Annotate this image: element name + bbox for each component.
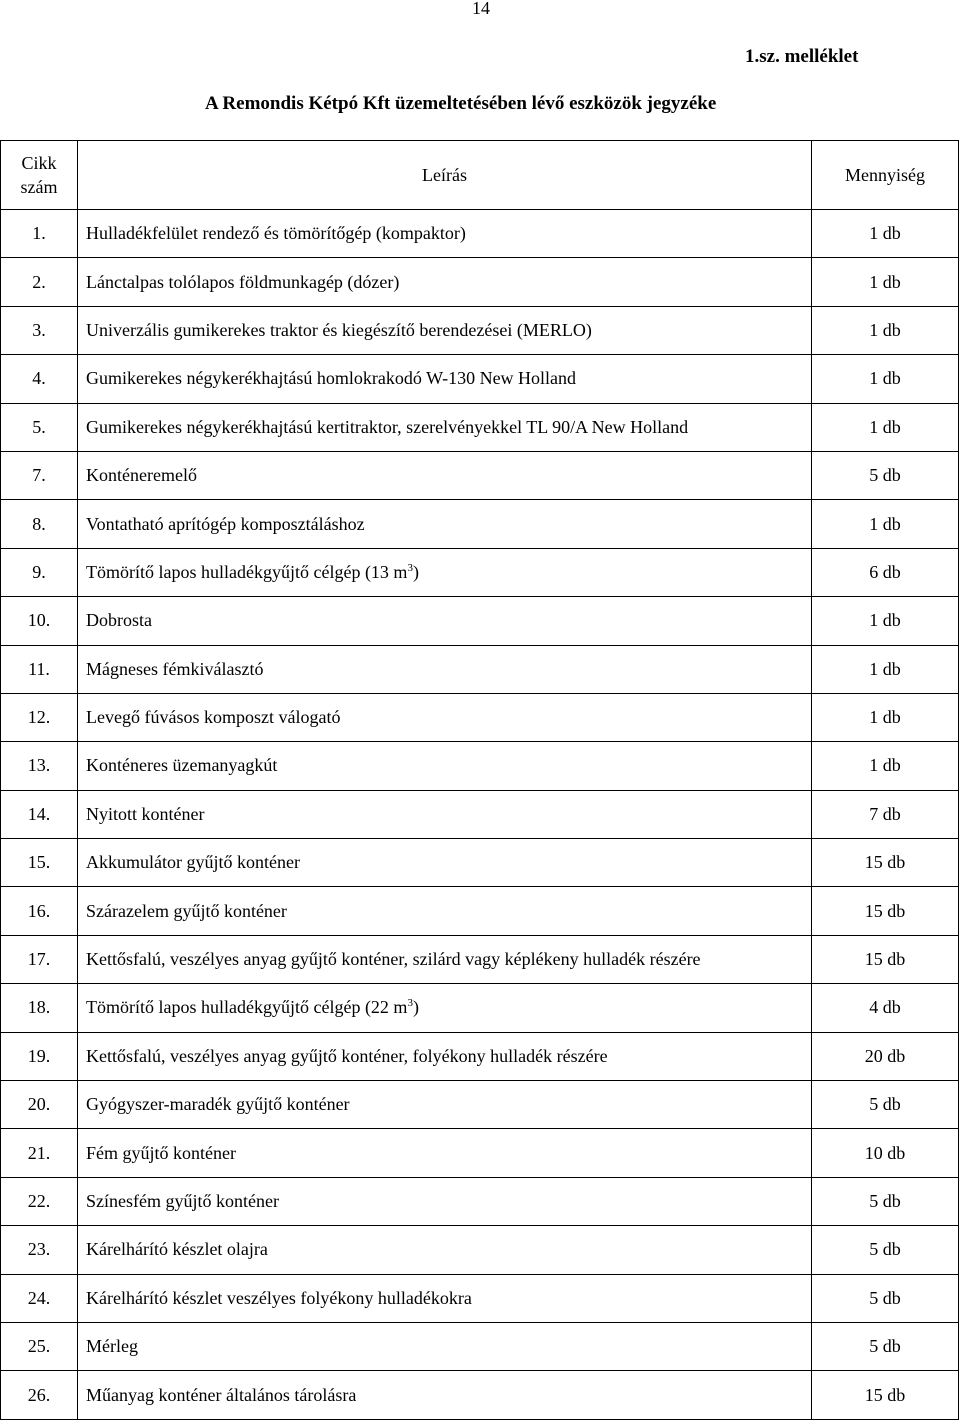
annex-label: 1.sz. melléklet	[745, 46, 859, 67]
item-number-cell: 21.	[1, 1129, 78, 1177]
table-row	[1, 984, 959, 1032]
description-cell	[78, 790, 812, 838]
header-description: Leírás	[78, 141, 812, 210]
description-cell	[78, 210, 812, 258]
quantity-cell: 1 db	[812, 645, 959, 693]
table-row	[1, 1129, 959, 1177]
table-row	[1, 1226, 959, 1274]
quantity-cell: 1 db	[812, 210, 959, 258]
item-number-cell: 14.	[1, 790, 78, 838]
description-text: Konténeres üzemanyagkút	[86, 755, 278, 776]
description-text: Kettősfalú, veszélyes anyag gyűjtő konténer, szilárd vagy képlékeny hulladék részére	[86, 949, 701, 970]
quantity-cell: 5 db	[812, 1274, 959, 1322]
quantity-cell: 5 db	[812, 1322, 959, 1370]
quantity-cell: 6 db	[812, 548, 959, 596]
table-row	[1, 548, 959, 596]
quantity-cell: 1 db	[812, 500, 959, 548]
page-number: 14	[472, 0, 490, 18]
description-cell	[78, 645, 812, 693]
description-cell	[78, 403, 812, 451]
description-cell	[78, 742, 812, 790]
description-text: Tömörítő lapos hulladékgyűjtő célgép (13 m	[86, 561, 408, 582]
item-number-cell: 5.	[1, 403, 78, 451]
item-number-cell: 19.	[1, 1032, 78, 1080]
unit-exponent: 3	[407, 561, 413, 574]
item-number-cell: 1.	[1, 210, 78, 258]
description-cell	[78, 1032, 812, 1080]
table-row	[1, 451, 959, 499]
description-cell	[78, 1371, 812, 1419]
item-number-cell: 23.	[1, 1226, 78, 1274]
item-number-cell: 18.	[1, 984, 78, 1032]
table-row	[1, 935, 959, 983]
quantity-cell: 1 db	[812, 693, 959, 741]
description-text: Gyógyszer-maradék gyűjtő konténer	[86, 1094, 350, 1115]
description-text: Kettősfalú, veszélyes anyag gyűjtő konténer, folyékony hulladék részére	[86, 1045, 608, 1066]
description-cell	[78, 258, 812, 306]
quantity-cell: 1 db	[812, 597, 959, 645]
table-row	[1, 597, 959, 645]
item-number-cell: 13.	[1, 742, 78, 790]
description-cell	[78, 355, 812, 403]
description-text: Gumikerekes négykerékhajtású kertitraktor, szerelvényekkel TL 90/A New Holland	[86, 416, 689, 437]
table-row	[1, 887, 959, 935]
description-cell	[78, 984, 812, 1032]
item-number-cell: 11.	[1, 645, 78, 693]
unit-exponent: 3	[407, 997, 413, 1010]
description-text: Gumikerekes négykerékhajtású homlokrakodó W-130 New Holland	[86, 368, 577, 389]
table-header-row	[1, 141, 959, 210]
description-cell	[78, 935, 812, 983]
description-text: Nyitott konténer	[86, 803, 205, 824]
table-row	[1, 693, 959, 741]
description-cell	[78, 306, 812, 354]
table-row	[1, 1081, 959, 1129]
quantity-cell: 20 db	[812, 1032, 959, 1080]
header-item-number-line1: Cikk	[21, 153, 57, 173]
quantity-cell: 15 db	[812, 839, 959, 887]
description-text: Fém gyűjtő konténer	[86, 1142, 236, 1163]
description-text: Levegő fúvásos komposzt válogató	[86, 707, 341, 728]
description-cell	[78, 451, 812, 499]
item-number-cell: 26.	[1, 1371, 78, 1419]
table-row	[1, 839, 959, 887]
item-number-cell: 2.	[1, 258, 78, 306]
table-row	[1, 1032, 959, 1080]
quantity-cell: 1 db	[812, 258, 959, 306]
header-quantity: Mennyiség	[812, 141, 959, 210]
description-cell	[78, 887, 812, 935]
item-number-cell: 9.	[1, 548, 78, 596]
table-row	[1, 403, 959, 451]
description-cell	[78, 693, 812, 741]
item-number-cell: 15.	[1, 839, 78, 887]
quantity-cell: 15 db	[812, 887, 959, 935]
item-number-cell: 25.	[1, 1322, 78, 1370]
description-text: Tömörítő lapos hulladékgyűjtő célgép (22 m	[86, 997, 408, 1018]
table-row	[1, 1322, 959, 1370]
description-text: Konténeremelő	[86, 465, 197, 486]
description-text: Mérleg	[86, 1336, 138, 1357]
description-text: Dobrosta	[86, 610, 152, 631]
description-text-suffix: )	[412, 561, 419, 582]
table-row	[1, 355, 959, 403]
description-text: Szárazelem gyűjtő konténer	[86, 900, 287, 921]
header-item-number	[1, 141, 78, 210]
description-text: Hulladékfelület rendező és tömörítőgép (kompaktor)	[86, 223, 466, 244]
item-number-cell: 8.	[1, 500, 78, 548]
quantity-cell: 4 db	[812, 984, 959, 1032]
item-number-cell: 10.	[1, 597, 78, 645]
description-text: Műanyag konténer általános tárolásra	[86, 1384, 357, 1405]
table-row	[1, 790, 959, 838]
item-number-cell: 17.	[1, 935, 78, 983]
item-number-cell: 20.	[1, 1081, 78, 1129]
description-cell	[78, 839, 812, 887]
item-number-cell: 7.	[1, 451, 78, 499]
table-row	[1, 306, 959, 354]
description-text-suffix: )	[412, 997, 419, 1018]
item-number-cell: 12.	[1, 693, 78, 741]
item-number-cell: 3.	[1, 306, 78, 354]
description-text: Akkumulátor gyűjtő konténer	[86, 852, 300, 873]
description-cell	[78, 500, 812, 548]
table-row	[1, 1274, 959, 1322]
description-text: Kárelhárító készlet veszélyes folyékony hulladékokra	[86, 1287, 472, 1308]
description-text: Univerzális gumikerekes traktor és kiegészítő berendezései (MERLO)	[86, 319, 592, 340]
document-title: A Remondis Kétpó Kft üzemeltetésében lévő eszközök jegyzéke	[205, 93, 717, 114]
table-row	[1, 1371, 959, 1419]
description-text: Lánctalpas tolólapos földmunkagép (dózer)	[86, 271, 400, 292]
description-cell	[78, 1226, 812, 1274]
quantity-cell: 1 db	[812, 403, 959, 451]
description-cell	[78, 1274, 812, 1322]
description-cell	[78, 1177, 812, 1225]
table-row	[1, 1177, 959, 1225]
description-cell	[78, 1081, 812, 1129]
header-item-number-line2: szám	[20, 177, 58, 197]
quantity-cell: 15 db	[812, 1371, 959, 1419]
description-text: Mágneses fémkiválasztó	[86, 658, 264, 679]
quantity-cell: 15 db	[812, 935, 959, 983]
table-row	[1, 210, 959, 258]
quantity-cell: 1 db	[812, 355, 959, 403]
quantity-cell: 7 db	[812, 790, 959, 838]
description-cell	[78, 1322, 812, 1370]
description-text: Vontatható aprítógép komposztáláshoz	[86, 513, 365, 534]
table-row	[1, 258, 959, 306]
quantity-cell: 5 db	[812, 1226, 959, 1274]
quantity-cell: 1 db	[812, 306, 959, 354]
quantity-cell: 1 db	[812, 742, 959, 790]
table-row	[1, 645, 959, 693]
item-number-cell: 24.	[1, 1274, 78, 1322]
description-text: Kárelhárító készlet olajra	[86, 1239, 268, 1260]
description-cell	[78, 1129, 812, 1177]
item-number-cell: 22.	[1, 1177, 78, 1225]
description-text: Színesfém gyűjtő konténer	[86, 1191, 279, 1211]
quantity-cell: 5 db	[812, 1177, 959, 1225]
item-number-cell: 4.	[1, 355, 78, 403]
quantity-cell: 5 db	[812, 1081, 959, 1129]
quantity-cell: 10 db	[812, 1129, 959, 1177]
item-number-cell: 16.	[1, 887, 78, 935]
table-row	[1, 742, 959, 790]
description-cell	[78, 597, 812, 645]
equipment-table	[0, 140, 959, 1420]
description-cell	[78, 548, 812, 596]
quantity-cell: 5 db	[812, 451, 959, 499]
table-row	[1, 500, 959, 548]
